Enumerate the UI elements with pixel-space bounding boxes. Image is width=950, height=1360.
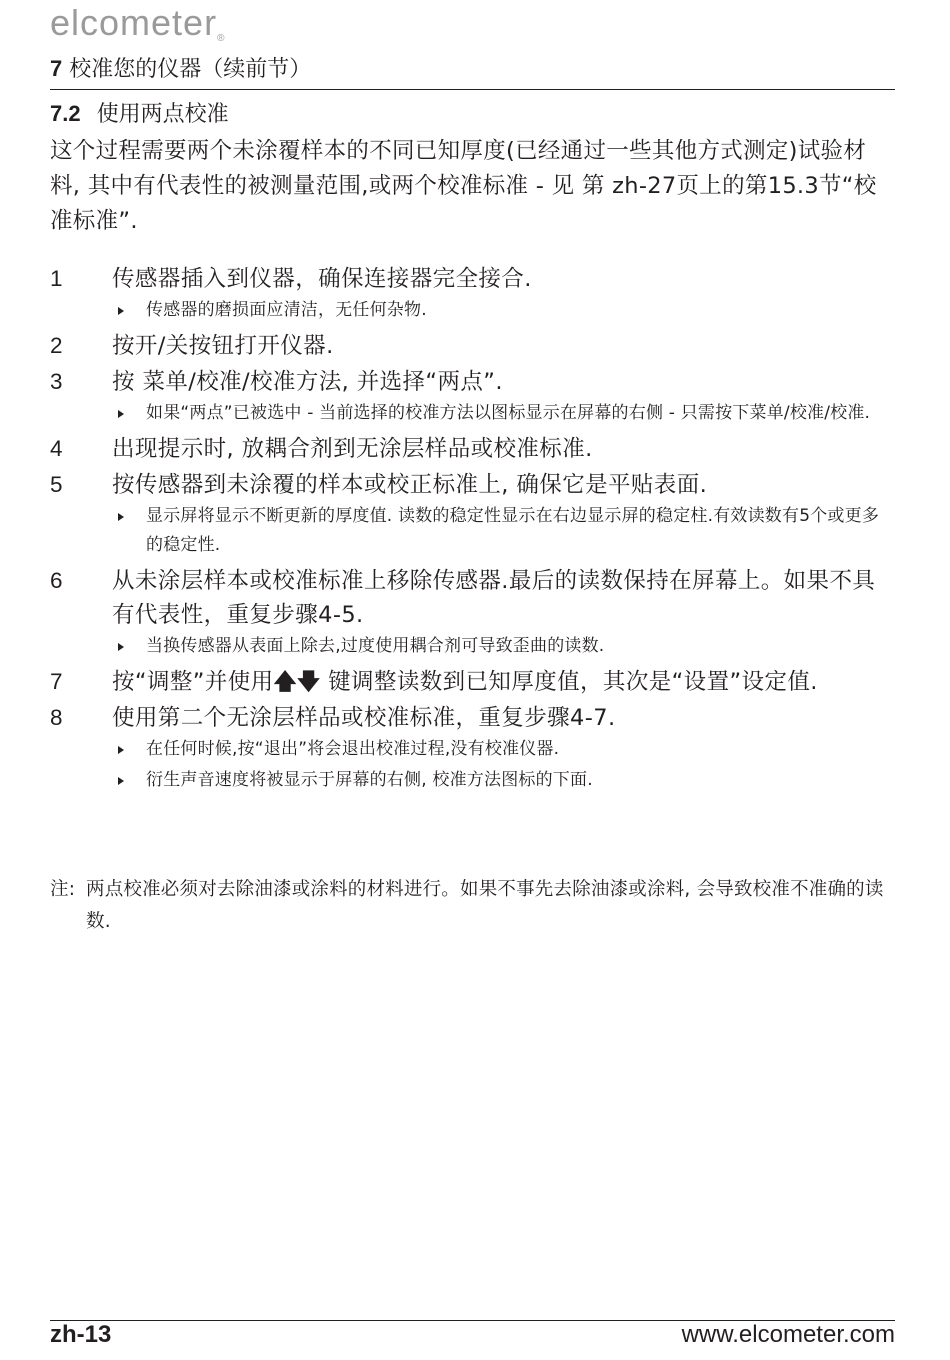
step-item [50,329,895,363]
chapter-title: 校准您的仪器（续前节） [69,57,312,82]
step-number: 8 [50,705,63,730]
chapter-heading [50,54,895,90]
step-number: 5 [50,472,63,497]
step-text: 按 菜单/校准/校准方法, 并选择“两点”. [112,369,503,395]
step-number: 1 [50,266,63,291]
website-url: www.elcometer.com [681,1321,895,1348]
sub-bullet [50,766,895,795]
sub-bullet [50,735,895,764]
note-label: 注: [50,879,76,900]
section-title: 使用两点校准 [96,102,229,127]
step-text: 出现提示时, 放耦合剂到无涂层样品或校准标准. [112,436,593,462]
section-heading [50,98,229,131]
bullet-triangle-icon [118,746,124,754]
bullet-triangle-icon [118,410,124,418]
sub-bullet-text: 当换传感器从表面上除去,过度使用耦合剂可导致歪曲的读数. [146,636,605,656]
page-number: zh-13 [50,1321,112,1348]
step-item [50,665,895,699]
step-item [50,701,895,735]
up-down-arrow-keys-icon: 🡅🡇 [273,669,321,695]
sub-bullet [50,632,895,661]
step-text: 传感器插入到仪器，确保连接器完全接合. [112,266,532,292]
sub-bullet-text: 如果“两点”已被选中 - 当前选择的校准方法以图标显示在屏幕的右侧 - 只需按下菜单/校准/校准. [146,403,871,423]
registered-mark: ® [217,33,226,44]
sub-bullet [50,502,895,560]
chapter-number: 7 [50,56,63,81]
step-item [50,564,895,632]
note-text: 两点校准必须对去除油漆或涂料的材料进行。如果不事先去除油漆或涂料, 会导致校准不准确的读数. [86,879,884,932]
step-number: 3 [50,369,63,394]
step-item [50,262,895,296]
elcometer-logo: elcometer® [50,2,226,44]
step-item [50,365,895,399]
sub-bullet-text: 在任何时候,按“退出”将会退出校准过程,没有校准仪器. [146,739,560,759]
bullet-triangle-icon [118,643,124,651]
section-number: 7.2 [50,101,81,126]
note [50,874,895,938]
step-text: 使用第二个无涂层样品或校准标准，重复步骤4-7. [112,705,616,731]
intro-paragraph: 这个过程需要两个未涂覆样本的不同已知厚度(已经通过一些其他方式测定)试验材料, 其中有代表性的被测量范围,或两个校准标准 - 见 第 zh-27页上的第15.3节“校准标准”. [50,138,877,234]
bullet-triangle-icon [118,777,124,785]
step-text: 从未涂层样本或校准标准上移除传感器.最后的读数保持在屏幕上。如果不具有代表性，重复步骤4-5. [112,568,876,628]
steps-list [50,262,895,799]
step-number: 4 [50,436,63,461]
step-text-continued: 键调整读数到已知厚度值，其次是“设置”设定值. [320,669,818,695]
sub-bullet-text: 传感器的磨损面应清洁，无任何杂物. [146,300,427,320]
bullet-triangle-icon [118,513,124,521]
sub-bullet-text: 显示屏将显示不断更新的厚度值. 读数的稳定性显示在右边显示屏的稳定柱.有效读数有5个或更多的稳定性. [146,506,880,555]
sub-bullet [50,399,895,428]
sub-bullet-text: 衍生声音速度将被显示于屏幕的右侧, 校准方法图标的下面. [146,770,593,790]
step-item [50,432,895,466]
step-item [50,468,895,502]
bullet-triangle-icon [118,307,124,315]
step-number: 2 [50,333,63,358]
step-text: 按传感器到未涂覆的样本或校正标准上, 确保它是平贴表面. [112,472,708,498]
step-text: 按“调整”并使用 [112,669,274,695]
sub-bullet [50,296,895,325]
step-text: 按开/关按钮打开仪器. [112,333,334,359]
step-number: 7 [50,669,63,694]
step-number: 6 [50,568,63,593]
